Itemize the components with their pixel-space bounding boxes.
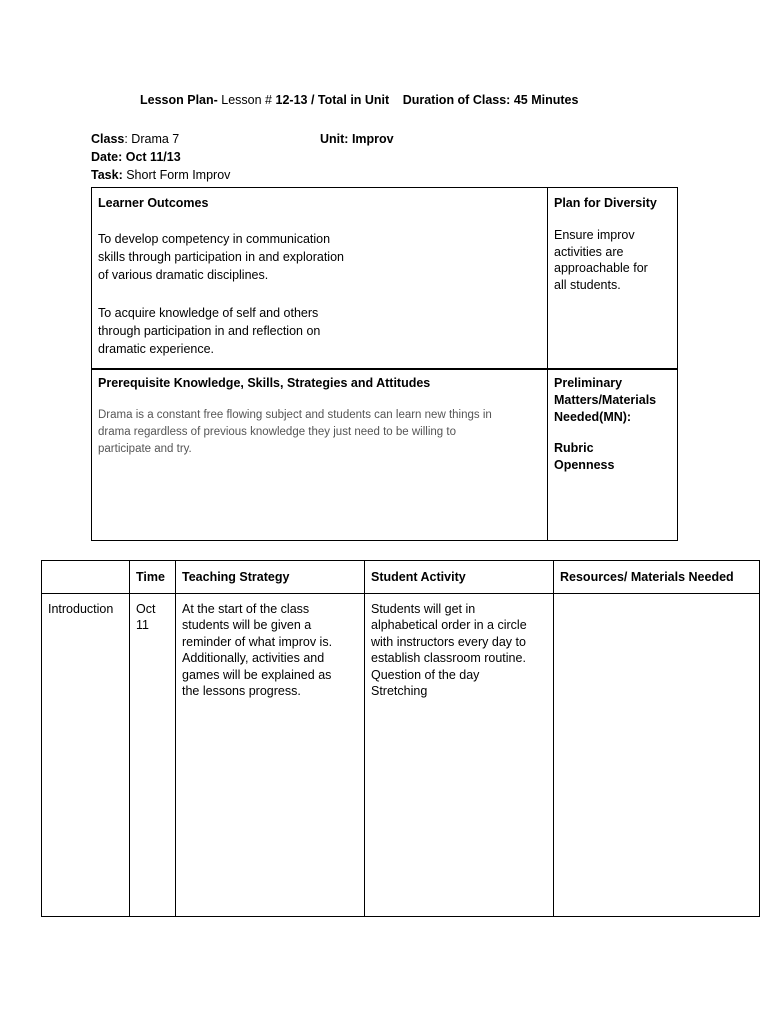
- task-value: Short Form Improv: [126, 168, 231, 182]
- date-label: Date:: [91, 150, 123, 164]
- cell-phase: Introduction: [42, 594, 130, 917]
- preliminary-heading: Preliminary Matters/Materials Needed(MN):: [554, 376, 657, 424]
- date-line: [91, 150, 181, 164]
- table-row: [42, 594, 760, 917]
- box-divider-vertical: [547, 188, 548, 540]
- header-teaching-strategy: Teaching Strategy: [176, 561, 365, 594]
- learner-outcome-2: To acquire knowledge of self and others through participation in and reflection on dramatic experience.: [98, 306, 321, 356]
- header-time: Time: [130, 561, 176, 594]
- date-value: Oct 11/13: [125, 150, 181, 164]
- material-rubric: Rubric: [554, 441, 594, 455]
- class-line: [91, 132, 179, 146]
- duration-label: Duration of Class:: [402, 93, 511, 107]
- class-label: Class: [91, 132, 125, 146]
- prerequisite-text: Drama is a constant free flowing subject and students can learn new things in drama regardless of previous knowledge they just need to be willing to participate and try.: [98, 409, 492, 455]
- activities-table: [41, 560, 760, 917]
- box-divider-horizontal: [92, 368, 677, 370]
- cell-time: Oct 11: [130, 594, 176, 917]
- learner-outcome-1: To develop competency in communication skills through participation in and exploration of various dramatic disciplines.: [98, 232, 344, 282]
- unit-label: Unit:: [320, 132, 349, 146]
- lesson-number-label: Lesson #: [221, 93, 273, 107]
- task-label: Task:: [91, 168, 123, 182]
- prerequisite-heading: Prerequisite Knowledge, Skills, Strategies and Attitudes: [98, 376, 431, 390]
- unit-line: [320, 132, 394, 146]
- header-student-activity: Student Activity: [365, 561, 554, 594]
- cell-student-activity: Students will get in alphabetical order in a circle with instructors every day to establish classroom routine. Question of the day Stretching: [365, 594, 554, 917]
- total-in-unit-label: / Total in Unit: [310, 93, 390, 107]
- diversity-heading: Plan for Diversity: [554, 196, 657, 210]
- header-phase: [42, 561, 130, 594]
- unit-value: Improv: [351, 132, 394, 146]
- outcomes-box: [91, 187, 678, 541]
- diversity-text: Ensure improv activities are approachable for all students.: [554, 228, 648, 292]
- cell-teaching-strategy: At the start of the class students will be given a reminder of what improv is. Additionally, activities and games will be explained as the lessons progress.: [176, 594, 365, 917]
- table-header-row: [42, 561, 760, 594]
- lesson-number-value: 12-13: [275, 93, 308, 107]
- class-value: : Drama 7: [124, 132, 180, 146]
- cell-resources: [554, 594, 760, 917]
- header-resources: Resources/ Materials Needed: [554, 561, 760, 594]
- duration-value: 45 Minutes: [513, 93, 579, 107]
- learner-outcomes-heading: Learner Outcomes: [98, 196, 209, 210]
- lesson-plan-label: Lesson Plan-: [140, 93, 218, 107]
- task-line: [91, 168, 230, 182]
- lesson-title-line: [140, 93, 578, 107]
- material-openness: Openness: [554, 458, 615, 472]
